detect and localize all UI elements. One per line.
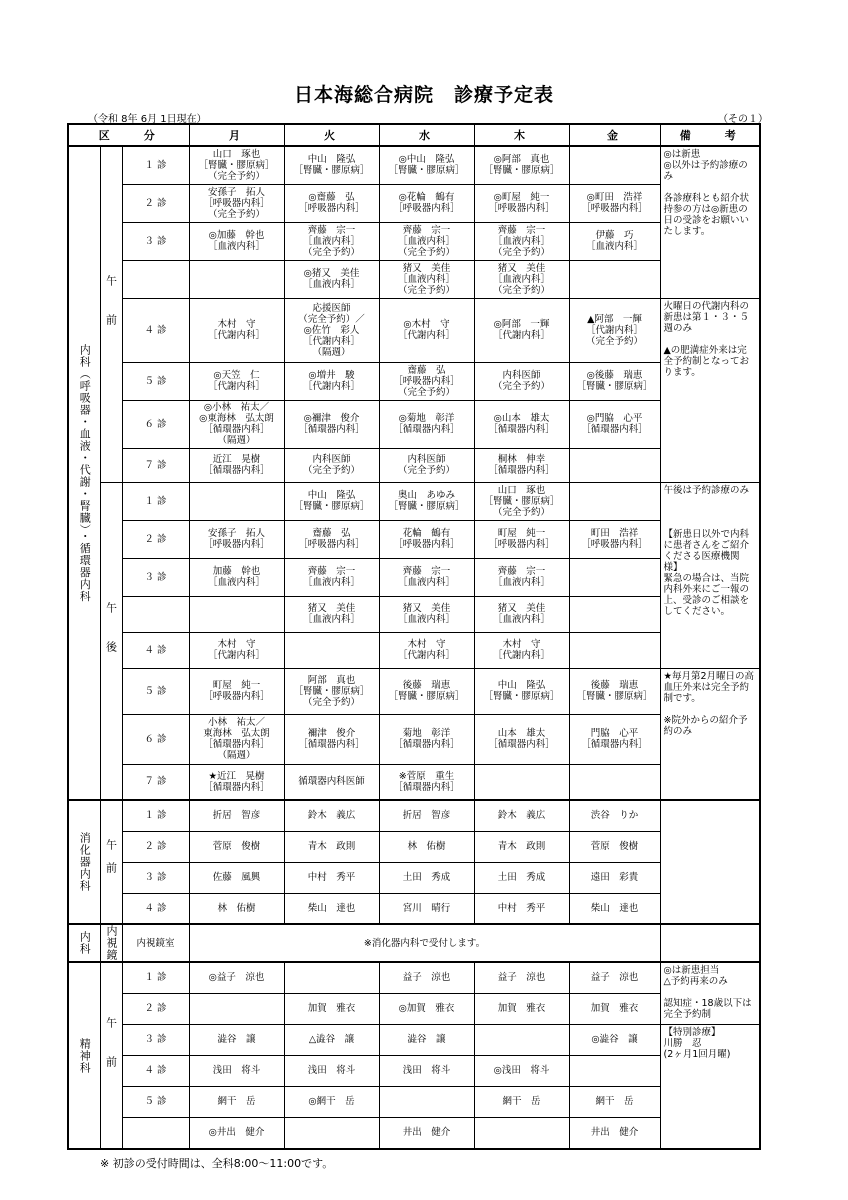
schedule-cell: 齋藤 弘 ［呼吸器内科］ bbox=[284, 520, 379, 558]
schedule-cell bbox=[284, 632, 379, 668]
schedule-cell bbox=[569, 632, 660, 668]
schedule-cell: 齊藤 宗一 ［血液内科］ （完全予約） bbox=[379, 222, 474, 260]
table-row bbox=[68, 184, 760, 222]
schedule-cell: 網干 岳 bbox=[474, 1086, 569, 1117]
slot-cell: ７ 診 bbox=[122, 764, 189, 800]
schedule-cell: 澁谷 譲 bbox=[189, 1024, 284, 1055]
note-cell bbox=[660, 924, 760, 962]
slot-cell: ２ 診 bbox=[122, 993, 189, 1024]
schedule-cell: 井出 健介 bbox=[379, 1117, 474, 1149]
schedule-cell: ◎澁谷 譲 bbox=[569, 1024, 660, 1055]
schedule-cell: ◎井出 健介 bbox=[189, 1117, 284, 1149]
schedule-cell: 猪又 美佳 ［血液内科］ （完全予約） bbox=[474, 260, 569, 298]
schedule-cell bbox=[189, 596, 284, 632]
slot-cell: ４ 診 bbox=[122, 298, 189, 362]
schedule-cell: ◎益子 涼也 bbox=[189, 962, 284, 993]
schedule-cell bbox=[474, 1024, 569, 1055]
schedule-cell: 内科医師 （完全予約） bbox=[474, 362, 569, 400]
schedule-cell: 安孫子 拓人 ［呼吸器内科］ bbox=[189, 520, 284, 558]
schedule-cell: 加賀 雅衣 bbox=[474, 993, 569, 1024]
schedule-cell: 安孫子 拓人 ［呼吸器内科］ （完全予約） bbox=[189, 184, 284, 222]
schedule-cell: 宮川 晴行 bbox=[379, 893, 474, 924]
schedule-cell bbox=[569, 596, 660, 632]
table-row bbox=[68, 482, 760, 520]
schedule-cell: 益子 涼也 bbox=[474, 962, 569, 993]
table-row bbox=[68, 146, 760, 184]
schedule-cell: 菊地 彰洋 ［循環器内科］ bbox=[379, 714, 474, 764]
schedule-cell: 中山 隆弘 ［腎臓・膠原病］ bbox=[474, 668, 569, 714]
schedule-cell: 猪又 美佳 ［血液内科］ bbox=[284, 596, 379, 632]
schedule-cell: 菅原 俊樹 bbox=[189, 831, 284, 862]
schedule-cell: ◎花輪 鶴有 ［呼吸器内科］ bbox=[379, 184, 474, 222]
schedule-cell: 町田 浩祥 ［呼吸器内科］ bbox=[569, 520, 660, 558]
schedule-cell: 伊藤 巧 ［血液内科］ bbox=[569, 222, 660, 260]
schedule-cell: 町屋 純一 ［呼吸器内科］ bbox=[189, 668, 284, 714]
slot-cell: ２ 診 bbox=[122, 831, 189, 862]
note-cell: 火曜日の代謝内科の新患は第１・３・５週のみ ▲の肥満症外来は完全予約制となっております。 bbox=[660, 298, 760, 482]
section-shoukaki bbox=[68, 800, 760, 924]
slot-cell bbox=[122, 596, 189, 632]
schedule-cell: 澁谷 譲 bbox=[379, 1024, 474, 1055]
slot-cell: ３ 診 bbox=[122, 862, 189, 893]
schedule-cell: 青木 政則 bbox=[284, 831, 379, 862]
header-cell: 木 bbox=[474, 124, 569, 146]
slot-cell bbox=[122, 1117, 189, 1149]
period-cell bbox=[100, 482, 122, 800]
schedule-cell: 益子 涼也 bbox=[379, 962, 474, 993]
dept-cell bbox=[68, 962, 100, 1149]
schedule-cell: ▲阿部 一輝 ［代謝内科］ （完全予約） bbox=[569, 298, 660, 362]
schedule-cell: 阿部 真也 ［腎臓・膠原病］ （完全予約） bbox=[284, 668, 379, 714]
schedule-cell: ◎浅田 将斗 bbox=[474, 1055, 569, 1086]
schedule-cell: ◎小林 祐太／ ◎東海林 弘太朗 ［循環器内科］ （隔週） bbox=[189, 400, 284, 448]
table-row bbox=[68, 993, 760, 1024]
schedule-cell: 後藤 瑞恵 ［腎臓・膠原病］ bbox=[569, 668, 660, 714]
schedule-cell: ◎網干 岳 bbox=[284, 1086, 379, 1117]
table-row bbox=[68, 1086, 760, 1117]
schedule-cell: ◎菊地 彰洋 ［循環器内科］ bbox=[379, 400, 474, 448]
schedule-cell: 応援医師 （完全予約）／ ◎佐竹 彩人 ［代謝内科］ （隔週） bbox=[284, 298, 379, 362]
schedule-cell bbox=[189, 260, 284, 298]
period-label: 午前 bbox=[104, 1016, 118, 1095]
schedule-cell: 木村 守 ［代謝内科］ bbox=[474, 632, 569, 668]
table-row bbox=[68, 362, 760, 400]
note-cell: ◎は新患 ◎以外は予約診療のみ 各診療科とも紹介状持参の方は◎新患の日の受診をお願いいたします。 bbox=[660, 146, 760, 298]
schedule-cell bbox=[474, 1117, 569, 1149]
slot-cell: ４ 診 bbox=[122, 1055, 189, 1086]
table-row bbox=[68, 298, 760, 362]
page-number: （その１） bbox=[718, 114, 768, 125]
schedule-cell bbox=[569, 558, 660, 596]
schedule-cell: ※菅原 重生 ［循環器内科］ bbox=[379, 764, 474, 800]
schedule-cell: ◎阿部 一輝 ［代謝内科］ bbox=[474, 298, 569, 362]
table-row bbox=[68, 596, 760, 632]
schedule-cell: 猪又 美佳 ［血液内科］ bbox=[379, 596, 474, 632]
section-naishikyo bbox=[68, 924, 760, 962]
schedule-cell: 折居 智彦 bbox=[379, 800, 474, 831]
dept-label-outer: 内科 bbox=[78, 931, 92, 955]
header-row bbox=[68, 124, 760, 146]
note-cell: 【特別診療】 川勝 忍 (2ヶ月1回月曜) bbox=[660, 1024, 760, 1149]
period-label: 午前 bbox=[104, 839, 118, 885]
schedule-cell: 浅田 将斗 bbox=[189, 1055, 284, 1086]
slot-cell: １ 診 bbox=[122, 146, 189, 184]
schedule-cell: ◎齋藤 弘 ［呼吸器内科］ bbox=[284, 184, 379, 222]
as-of-date: （令和 8年 6月 1日現在） bbox=[88, 114, 207, 125]
table-row bbox=[68, 222, 760, 260]
dept-cell-inner bbox=[100, 924, 122, 962]
schedule-cell bbox=[379, 1086, 474, 1117]
schedule-cell bbox=[474, 764, 569, 800]
note-cell: ★毎月第2月曜日の高血圧外来は完全予約制です。 ※院外からの紹介予約のみ bbox=[660, 668, 760, 800]
schedule-cell: 佐藤 風興 bbox=[189, 862, 284, 893]
schedule-cell bbox=[284, 962, 379, 993]
period-cell bbox=[100, 800, 122, 924]
schedule-cell: 猪又 美佳 ［血液内科］ bbox=[474, 596, 569, 632]
schedule-cell bbox=[189, 993, 284, 1024]
schedule-cell: 鈴木 義広 bbox=[284, 800, 379, 831]
schedule-cell: 中山 隆弘 ［腎臓・膠原病］ bbox=[284, 482, 379, 520]
header-cell: 区 分 bbox=[68, 124, 189, 146]
schedule-cell: 齊藤 宗一 ［血液内科］ bbox=[284, 558, 379, 596]
schedule-cell: 中村 秀平 bbox=[284, 862, 379, 893]
schedule-cell: ◎門脇 心平 ［循環器内科］ bbox=[569, 400, 660, 448]
schedule-cell: 猪又 美佳 ［血液内科］ （完全予約） bbox=[379, 260, 474, 298]
table-row bbox=[68, 1024, 760, 1055]
table-row bbox=[68, 862, 760, 893]
schedule-cell bbox=[189, 482, 284, 520]
schedule-cell: 山本 雄太 ［循環器内科］ bbox=[474, 714, 569, 764]
schedule-cell: 遠田 彩貴 bbox=[569, 862, 660, 893]
note-cell: ◎は新患担当 △予約再来のみ 認知症・18歳以下は完全予約制 bbox=[660, 962, 760, 1024]
schedule-cell: 林 佑樹 bbox=[379, 831, 474, 862]
table-row bbox=[68, 714, 760, 764]
schedule-cell: 内科医師 （完全予約） bbox=[284, 448, 379, 482]
schedule-cell: 浅田 将斗 bbox=[284, 1055, 379, 1086]
header-cell: 金 bbox=[569, 124, 660, 146]
slot-cell: ３ 診 bbox=[122, 1024, 189, 1055]
schedule-cell: 花輪 鶴有 ［呼吸器内科］ bbox=[379, 520, 474, 558]
header-cell: 火 bbox=[284, 124, 379, 146]
table-row bbox=[68, 893, 760, 924]
dept-label: 精神科 bbox=[78, 1037, 92, 1074]
schedule-cell: ★近江 晃樹 ［循環器内科］ bbox=[189, 764, 284, 800]
schedule-cell: ◎町田 浩祥 ［呼吸器内科］ bbox=[569, 184, 660, 222]
schedule-cell: ◎町屋 純一 ［呼吸器内科］ bbox=[474, 184, 569, 222]
slot-cell: ４ 診 bbox=[122, 632, 189, 668]
header-cell: 月 bbox=[189, 124, 284, 146]
schedule-cell: 齋藤 弘 ［呼吸器内科］ （完全予約） bbox=[379, 362, 474, 400]
schedule-cell bbox=[569, 482, 660, 520]
schedule-cell: ◎後藤 瑞恵 ［腎臓・膠原病］ bbox=[569, 362, 660, 400]
table-row bbox=[68, 924, 760, 962]
schedule-cell: 齊藤 宗一 ［血液内科］ （完全予約） bbox=[474, 222, 569, 260]
slot-cell: ２ 診 bbox=[122, 184, 189, 222]
dept-label-inner: 内視鏡 bbox=[105, 925, 118, 961]
period-label: 午前 bbox=[104, 275, 118, 354]
slot-cell: ５ 診 bbox=[122, 1086, 189, 1117]
schedule-cell: 浅田 将斗 bbox=[379, 1055, 474, 1086]
schedule-cell: ◎加藤 幹也 ［血液内科］ bbox=[189, 222, 284, 260]
schedule-cell: ◎山本 雄太 ［循環器内科］ bbox=[474, 400, 569, 448]
schedule-cell: 中山 隆弘 ［腎臓・膠原病］ bbox=[284, 146, 379, 184]
schedule-cell: 循環器内科医師 bbox=[284, 764, 379, 800]
schedule-cell: 菅原 俊樹 bbox=[569, 831, 660, 862]
dept-label: 消化器内科 bbox=[78, 832, 92, 892]
slot-cell: ６ 診 bbox=[122, 400, 189, 448]
schedule-cell: ◎木村 守 ［代謝内科］ bbox=[379, 298, 474, 362]
header-cell: 水 bbox=[379, 124, 474, 146]
schedule-table bbox=[67, 123, 761, 1150]
table-row bbox=[68, 668, 760, 714]
schedule-cell bbox=[569, 146, 660, 184]
schedule-cell bbox=[569, 448, 660, 482]
schedule-cell: 木村 守 ［代謝内科］ bbox=[379, 632, 474, 668]
table-row bbox=[68, 520, 760, 558]
schedule-cell: 加賀 雅衣 bbox=[284, 993, 379, 1024]
schedule-cell: 内科医師 （完全予約） bbox=[379, 448, 474, 482]
schedule-cell: ◎天笠 仁 ［代謝内科］ bbox=[189, 362, 284, 400]
schedule-cell: 小林 祐太／ 東海林 弘太朗 ［循環器内科］ （隔週） bbox=[189, 714, 284, 764]
schedule-cell: 加藤 幹也 ［血液内科］ bbox=[189, 558, 284, 596]
schedule-cell: 木村 守 ［代謝内科］ bbox=[189, 298, 284, 362]
schedule-cell: 木村 守 ［代謝内科］ bbox=[189, 632, 284, 668]
period-label: 午後 bbox=[104, 601, 118, 680]
schedule-cell: 土田 秀成 bbox=[379, 862, 474, 893]
note-cell bbox=[660, 800, 760, 924]
table-row bbox=[68, 962, 760, 993]
slot-cell: ３ 診 bbox=[122, 222, 189, 260]
schedule-cell: 柴山 達也 bbox=[284, 893, 379, 924]
schedule-cell: ◎増井 駿 ［代謝内科］ bbox=[284, 362, 379, 400]
footnote: ※ 初診の受付時間は、全科8:00～11:00です。 bbox=[100, 1157, 334, 1170]
schedule-cell: ◎加賀 雅衣 bbox=[379, 993, 474, 1024]
period-cell bbox=[100, 962, 122, 1149]
table-row bbox=[68, 260, 760, 298]
schedule-cell: 近江 晃樹 ［循環器内科］ bbox=[189, 448, 284, 482]
table-row bbox=[68, 800, 760, 831]
schedule-cell: 齊藤 宗一 ［血液内科］ bbox=[379, 558, 474, 596]
slot-cell: ３ 診 bbox=[122, 558, 189, 596]
note-cell: 午後は予約診療のみ 【新患日以外で内科に患者さんをご紹介くださる医療機関様】 緊急の場合は、当院内科外来にご一報の上、受診のご相談をしてください。 bbox=[660, 482, 760, 668]
schedule-cell: 町屋 純一 ［呼吸器内科］ bbox=[474, 520, 569, 558]
schedule-cell: 益子 涼也 bbox=[569, 962, 660, 993]
slot-cell: ６ 診 bbox=[122, 714, 189, 764]
slot-cell: ５ 診 bbox=[122, 668, 189, 714]
slot-cell: ７ 診 bbox=[122, 448, 189, 482]
schedule-cell: 青木 政則 bbox=[474, 831, 569, 862]
slot-cell: ２ 診 bbox=[122, 520, 189, 558]
schedule-cell bbox=[284, 1117, 379, 1149]
table-row bbox=[68, 400, 760, 448]
schedule-cell: 林 佑樹 bbox=[189, 893, 284, 924]
dept-cell bbox=[68, 924, 100, 962]
slot-cell: ４ 診 bbox=[122, 893, 189, 924]
table-row bbox=[68, 1117, 760, 1149]
schedule-cell: ◎禰津 俊介 ［循環器内科］ bbox=[284, 400, 379, 448]
dept-cell bbox=[68, 146, 100, 800]
header-cell: 備 考 bbox=[660, 124, 760, 146]
schedule-cell bbox=[569, 764, 660, 800]
schedule-cell: 網干 岳 bbox=[569, 1086, 660, 1117]
slot-cell bbox=[122, 260, 189, 298]
schedule-cell: 中村 秀平 bbox=[474, 893, 569, 924]
schedule-cell: 門脇 心平 ［循環器内科］ bbox=[569, 714, 660, 764]
table-row bbox=[68, 558, 760, 596]
schedule-cell: 鈴木 義広 bbox=[474, 800, 569, 831]
schedule-cell: 齊藤 宗一 ［血液内科］ bbox=[474, 558, 569, 596]
schedule-cell bbox=[569, 260, 660, 298]
table-row bbox=[68, 632, 760, 668]
schedule-cell: 柴山 達也 bbox=[569, 893, 660, 924]
schedule-cell: 網干 岳 bbox=[189, 1086, 284, 1117]
schedule-cell: 渋谷 りか bbox=[569, 800, 660, 831]
schedule-cell: △澁谷 譲 bbox=[284, 1024, 379, 1055]
schedule-cell: 齊藤 宗一 ［血液内科］ （完全予約） bbox=[284, 222, 379, 260]
dept-cell bbox=[68, 800, 100, 924]
period-cell bbox=[100, 146, 122, 482]
slot-cell: １ 診 bbox=[122, 482, 189, 520]
section-naika bbox=[68, 146, 760, 800]
schedule-cell: 後藤 瑞恵 ［腎臓・膠原病］ bbox=[379, 668, 474, 714]
schedule-cell: 桐林 伸幸 ［循環器内科］ bbox=[474, 448, 569, 482]
slot-cell: 内視鏡室 bbox=[122, 924, 189, 962]
schedule-cell bbox=[569, 1055, 660, 1086]
table-row bbox=[68, 764, 760, 800]
dept-label: 内科（呼吸器・血液・代謝・腎臓）・循環器内科 bbox=[78, 343, 92, 603]
schedule-cell: ◎阿部 真也 ［腎臓・膠原病］ bbox=[474, 146, 569, 184]
schedule-cell: 奥山 あゆみ ［腎臓・膠原病］ bbox=[379, 482, 474, 520]
schedule-cell: 禰津 俊介 ［循環器内科］ bbox=[284, 714, 379, 764]
table-row bbox=[68, 831, 760, 862]
schedule-cell: 土田 秀成 bbox=[474, 862, 569, 893]
schedule-cell: 加賀 雅衣 bbox=[569, 993, 660, 1024]
page-title: 日本海総合病院 診療予定表 bbox=[293, 84, 554, 106]
schedule-cell: 井出 健介 bbox=[569, 1117, 660, 1149]
schedule-cell: 折居 智彦 bbox=[189, 800, 284, 831]
slot-cell: １ 診 bbox=[122, 962, 189, 993]
slot-cell: １ 診 bbox=[122, 800, 189, 831]
section-seishin bbox=[68, 962, 760, 1149]
slot-cell: ５ 診 bbox=[122, 362, 189, 400]
schedule-cell: ◎猪又 美佳 ［血液内科］ bbox=[284, 260, 379, 298]
schedule-cell: 山口 琢也 ［腎臓・膠原病］ （完全予約） bbox=[474, 482, 569, 520]
table-row bbox=[68, 448, 760, 482]
schedule-cell: 山口 琢也 ［腎臓・膠原病］ （完全予約） bbox=[189, 146, 284, 184]
table-row bbox=[68, 1055, 760, 1086]
message-cell: ※消化器内科で受付します。 bbox=[189, 924, 660, 962]
schedule-cell: ◎中山 隆弘 ［腎臓・膠原病］ bbox=[379, 146, 474, 184]
